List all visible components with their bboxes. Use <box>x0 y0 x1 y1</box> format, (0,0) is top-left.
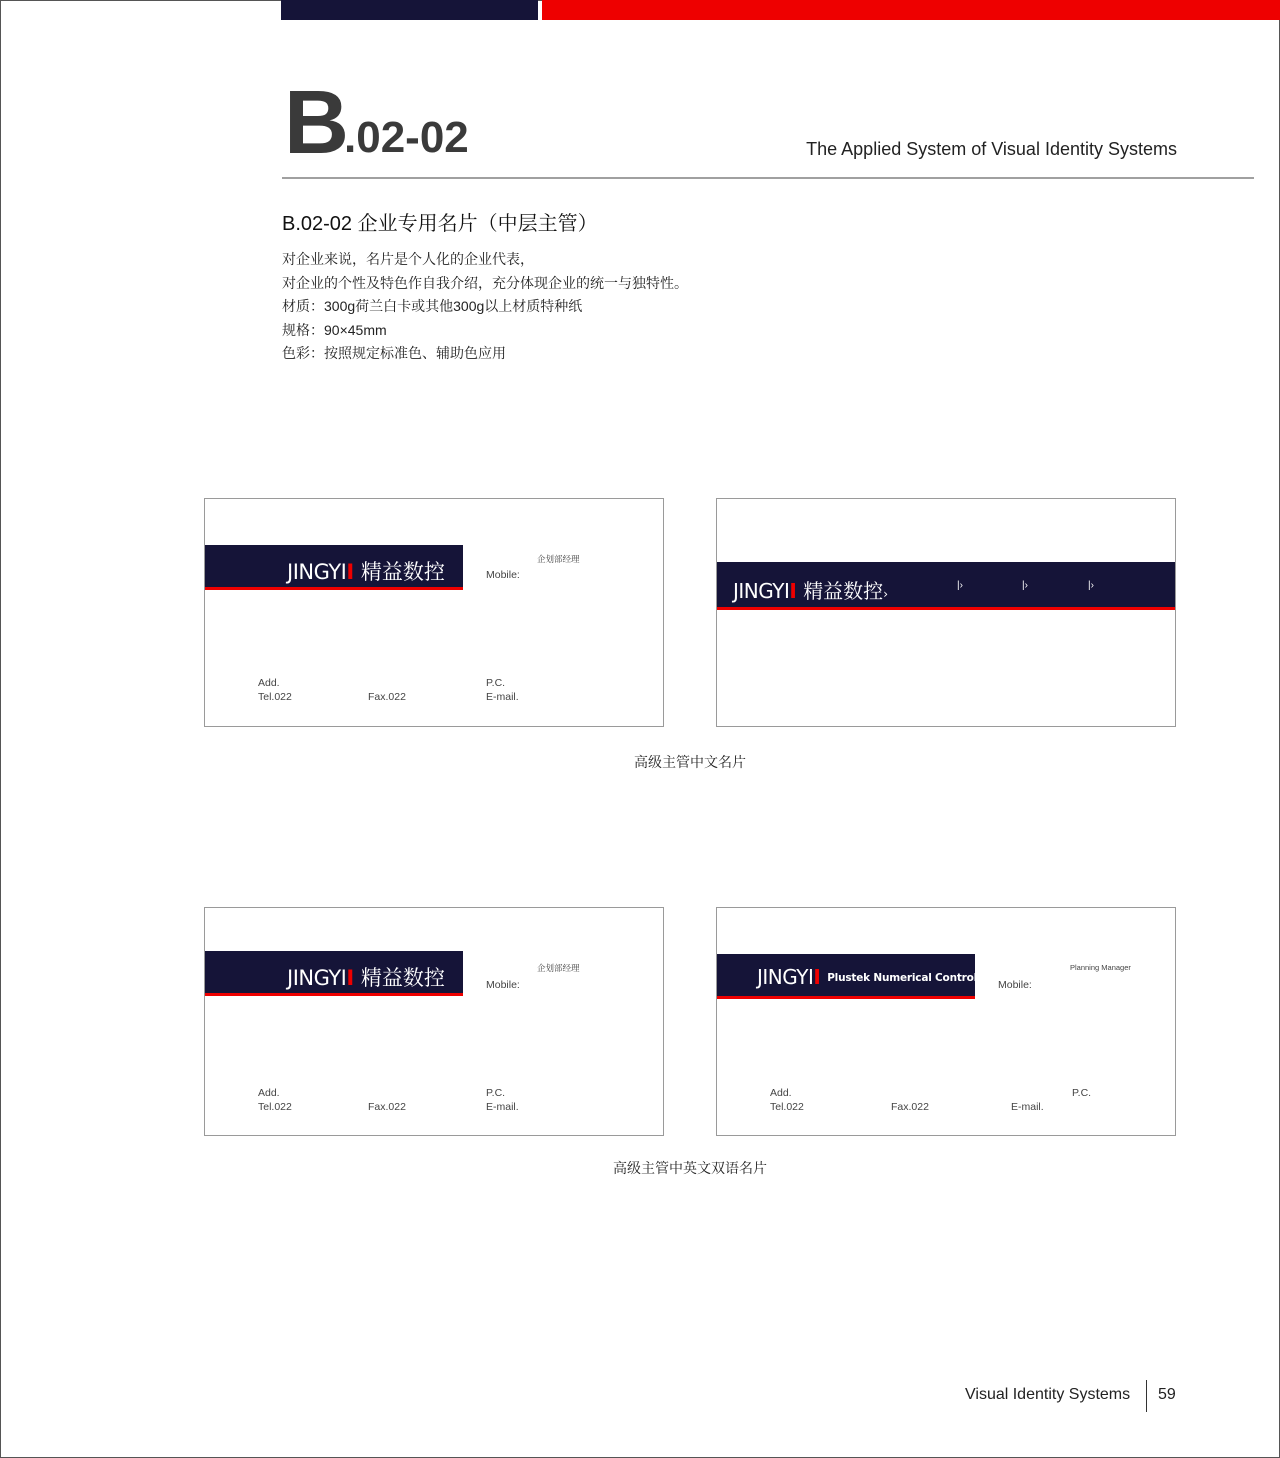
position-label: 企划部经理 <box>537 554 580 564</box>
business-card-back <box>716 498 1176 727</box>
top-bar-red <box>542 0 1280 20</box>
address-label: Add. <box>770 1087 792 1099</box>
postcode-label: P.C. <box>486 1087 506 1099</box>
email-label: E-mail. <box>486 1101 519 1113</box>
chevron-right-icon: |› <box>1088 580 1094 591</box>
company-logo: JINGYII 精益数控 <box>287 966 445 990</box>
position-label: Planning Manager <box>1070 963 1131 972</box>
postcode-label: P.C. <box>486 677 506 689</box>
header-rule <box>282 177 1254 179</box>
tel-label: Tel.022 <box>770 1101 804 1113</box>
tel-label: Tel.022 <box>258 1101 292 1113</box>
section-code-number: .02-02 <box>344 113 469 162</box>
chevron-right-icon: |› <box>957 580 963 591</box>
business-card-en-front <box>716 907 1176 1136</box>
mobile-label: Mobile: <box>486 979 520 991</box>
description-line: 材质：300g荷兰白卡或其他300g以上材质特种纸 <box>282 298 583 314</box>
top-bar-navy <box>281 0 538 20</box>
description-line: 对企业的个性及特色作自我介绍，充分体现企业的统一与独特性。 <box>282 274 688 291</box>
postcode-label: P.C. <box>1072 1087 1092 1099</box>
section-title: B.02-02 企业专用名片（中层主管） <box>282 213 598 235</box>
footer-divider <box>1146 1380 1147 1412</box>
address-label: Add. <box>258 1087 280 1099</box>
mobile-label: Mobile: <box>998 979 1032 991</box>
logo-mark-icon: I <box>346 560 355 584</box>
page-subtitle: The Applied System of Visual Identity Systems <box>806 139 1177 159</box>
description-line: 色彩：按照规定标准色、辅助色应用 <box>282 345 506 361</box>
section-code-letter: B <box>284 73 347 173</box>
business-card-cn-front <box>204 498 664 727</box>
business-card-cn-front <box>204 907 664 1136</box>
section-description <box>282 248 688 366</box>
email-label: E-mail. <box>486 691 519 703</box>
logo-mark-icon: I <box>789 579 797 603</box>
caption-chinese-card: 高级主管中文名片 <box>634 754 746 770</box>
chevron-right-icon: |› <box>1022 580 1028 591</box>
position-label: 企划部经理 <box>537 963 580 973</box>
footer-title: Visual Identity Systems <box>965 1386 1131 1403</box>
mobile-label: Mobile: <box>486 569 520 581</box>
tel-label: Tel.022 <box>258 691 292 703</box>
chevron-right-icon: › <box>883 587 888 601</box>
fax-label: Fax.022 <box>368 1101 406 1113</box>
company-logo: JINGYII 精益数控› <box>733 579 888 603</box>
address-label: Add. <box>258 677 280 689</box>
page-number: 59 <box>1158 1386 1176 1403</box>
fax-label: Fax.022 <box>368 691 406 703</box>
caption-bilingual-card: 高级主管中英文双语名片 <box>613 1160 767 1176</box>
email-label: E-mail. <box>1011 1101 1044 1113</box>
company-logo: JINGYII 精益数控 <box>287 560 445 584</box>
company-logo: JINGYII Plustek Numerical Control <box>757 965 978 989</box>
logo-mark-icon: I <box>813 965 821 989</box>
fax-label: Fax.022 <box>891 1101 929 1113</box>
description-line: 对企业来说，名片是个人化的企业代表， <box>282 251 534 267</box>
logo-mark-icon: I <box>346 966 355 990</box>
description-line: 规格：90×45mm <box>282 321 387 338</box>
